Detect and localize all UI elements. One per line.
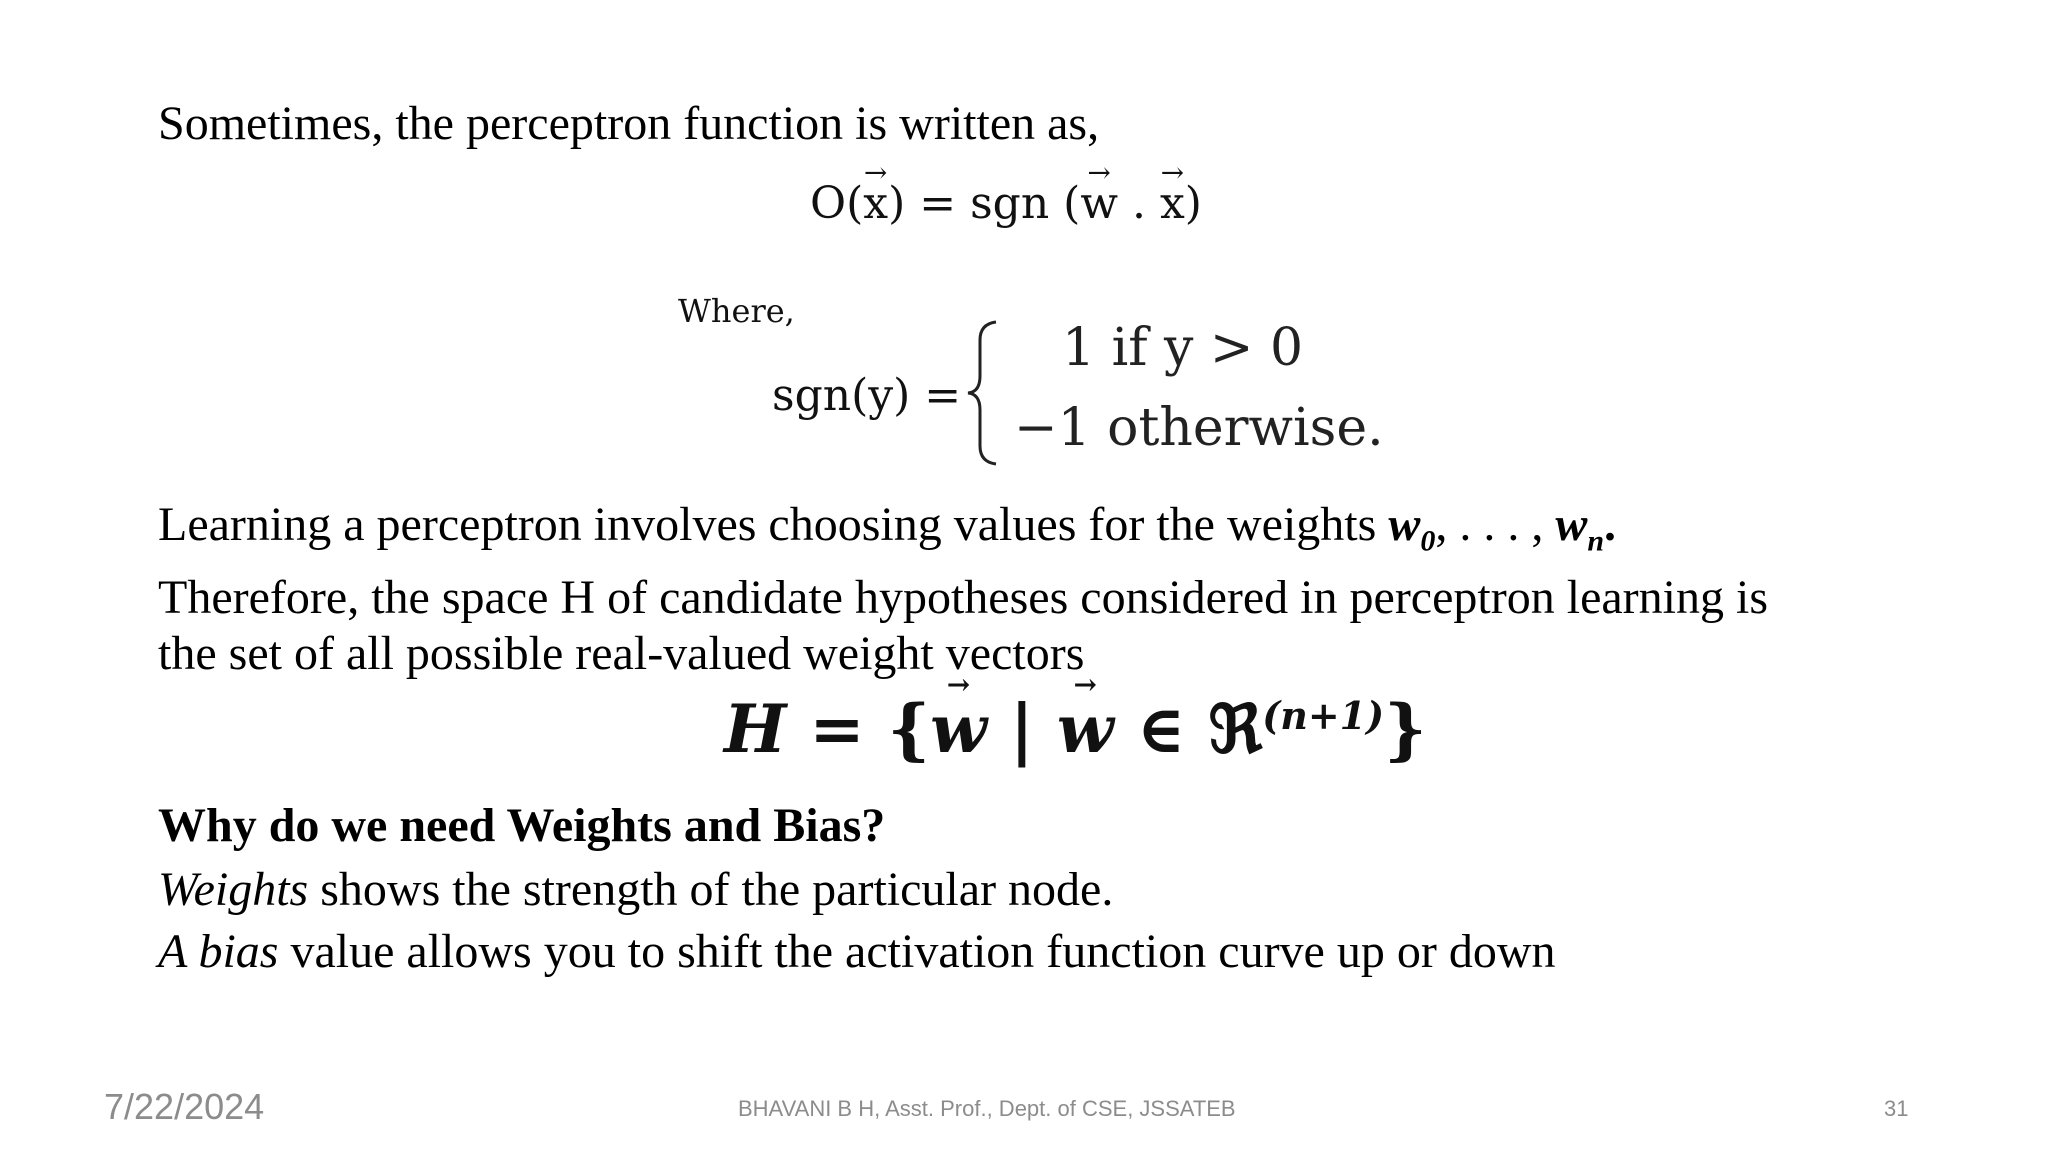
footer-date: 7/22/2024 [104,1086,265,1127]
why-heading: Why do we need Weights and Bias? [158,799,886,852]
eq-sgn: ) = sgn ( [888,178,1081,229]
bias-line [158,924,1556,979]
para-line1-end: . [1604,498,1617,551]
hset-in-real: ∈ ℜ [1113,690,1263,768]
weight-wn-sub: n [1587,524,1605,558]
sgn-case-otherwise: −1 otherwise. [1014,398,1384,458]
hset-close: } [1384,690,1427,768]
perceptron-equation [810,178,1202,229]
weights-line [158,862,1113,917]
para-line-2: Therefore, the space H of candidate hypotheses considered in perceptron learning is [158,570,1769,624]
hset-h: H [724,690,787,768]
weights-desc: shows the strength of the particular node. [308,863,1114,916]
hset-bar: | [986,690,1057,768]
hset-eq: = { [786,690,931,768]
weight-w0: w [1388,498,1421,551]
eq-x2-vector: → x [1160,178,1185,229]
eq-close: ) [1184,178,1202,229]
weights-term: Weights [158,863,309,916]
footer-author: BHAVANI B H, Asst. Prof., Dept. of CSE, JSSATEB [738,1096,1236,1121]
para-line-1 [158,497,1768,570]
eq-w-vector: → w [1080,178,1118,229]
intro-text: Sometimes, the perceptron function is written as, [158,97,1100,150]
hset-superscript: (n+1) [1262,693,1385,738]
weight-wn: w [1555,498,1588,551]
para-line-3: the set of all possible real-valued weight vectors [158,626,1085,680]
hset-w2-vector: → w [1057,690,1114,768]
hypothesis-set-equation [724,690,1427,768]
sgn-lhs: sgn(y) = [772,370,962,421]
para-line1-text: Learning a perceptron involves choosing values for the weights [158,498,1389,551]
left-brace-icon [962,318,1002,468]
hypothesis-paragraph [158,497,1768,682]
eq-o-prefix: O( [810,178,864,229]
page-number: 31 [1884,1096,1909,1121]
sgn-case-positive: 1 if y > 0 [1062,318,1304,378]
bias-desc: value allows you to shift the activation function curve up or down [278,925,1556,978]
hset-w1-vector: → w [930,690,987,768]
weight-ellipsis: , . . . , [1435,498,1556,551]
eq-x-vector: → x [863,178,888,229]
weight-w0-sub: 0 [1420,524,1436,558]
where-label: Where, [678,292,795,330]
eq-dot: . [1118,178,1160,229]
bias-term: A bias [158,925,279,978]
